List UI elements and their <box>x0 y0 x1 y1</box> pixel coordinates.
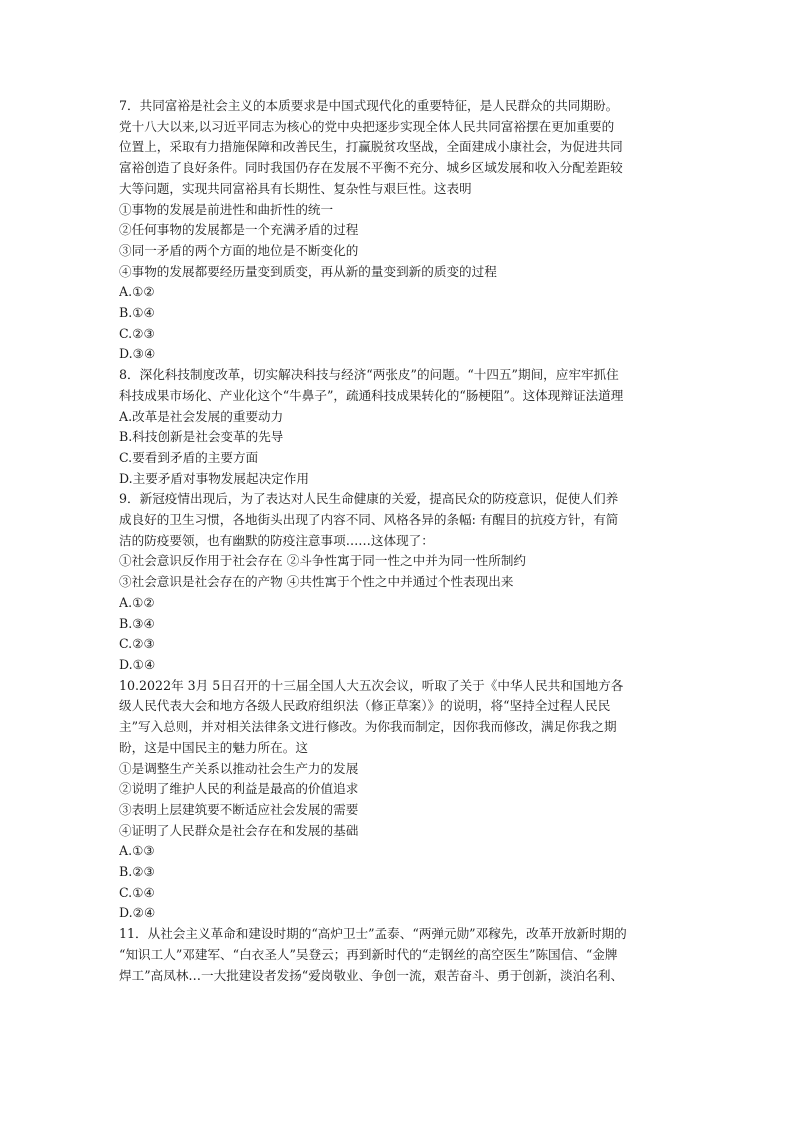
answer-option: A.①③ <box>119 843 155 859</box>
answer-option: D.②④ <box>119 905 156 921</box>
statement-item: ③表明上层建筑要不断适应社会发展的需要 <box>119 801 359 817</box>
question-stem-line: 焊工”高凤林…一大批建设者发扬“爱岗敬业、争创一流，艰苦奋斗、勇于创新，淡泊名利、 <box>119 967 624 983</box>
question-stem-line: 位置上，采取有力措施保障和改善民生，打赢脱贫攻坚战，全面建成小康社会，为促进共同 <box>119 139 623 155</box>
statement-item: ①是调整生产关系以推动社会生产力的发展 <box>119 760 359 776</box>
question-11 <box>119 924 677 986</box>
answer-option: C.①④ <box>119 884 155 900</box>
question-stem-line: 大等问题，实现共同富裕具有长期性、复杂性与艰巨性。这表明 <box>119 180 472 196</box>
statement-item: ②说明了维护人民的利益是最高的价值追求 <box>119 781 359 797</box>
statement-item: ①社会意识反作用于社会存在 ②斗争性寓于同一性之中并为同一性所制约 <box>119 553 527 569</box>
answer-option: D.①④ <box>119 656 156 672</box>
statement-item: ③社会意识是社会存在的产物 ④共性寓于个性之中并通过个性表现出来 <box>119 574 514 590</box>
answer-option: B.③④ <box>119 615 155 631</box>
question-stem-line: 科技成果市场化、产业化这个“牛鼻子”，疏通科技成果转化的“肠梗阻”。这体现辩证法道理 <box>119 387 624 403</box>
answer-option: C.②③ <box>119 325 155 341</box>
question-stem-line: 主”写入总则，并对相关法律条文进行修改。为你我而制定，因你我而修改，满足你我之期 <box>119 719 617 735</box>
question-stem-line: 洁的防疫要领，也有幽默的防疫注意事项……这体现了： <box>119 532 434 548</box>
question-stem-line: 级人民代表大会和地方各级人民政府组织法（修正草案）》的说明，将“坚持全过程人民民 <box>119 698 611 714</box>
question-stem-line: “知识工人”邓建军、“白衣圣人”吴登云；再到新时代的“走钢丝的高空医生”陈国信、“金牌 <box>119 946 618 962</box>
question-9 <box>119 489 677 675</box>
answer-option: A.①② <box>119 594 155 610</box>
question-8 <box>119 365 677 489</box>
question-stem-line: 9．新冠疫情出现后，为了表达对人民生命健康的关爱，提高民众的防疫意识，促使人们养 <box>119 491 619 507</box>
answer-option: C.要看到矛盾的主要方面 <box>119 449 259 465</box>
answer-option: B.科技创新是社会变革的先导 <box>119 429 284 445</box>
question-stem-line: 7．共同富裕是社会主义的本质要求是中国式现代化的重要特征，是人民群众的共同期盼。 <box>119 98 619 113</box>
statement-item: ①事物的发展是前进性和曲折性的统一 <box>119 201 334 217</box>
question-10 <box>119 676 677 924</box>
question-stem-line: 党十八大以来,以习近平同志为核心的党中央把逐步实现全体人民共同富裕摆在更加重要的 <box>119 118 615 134</box>
answer-option: A.①② <box>119 284 155 300</box>
question-stem-line: 盼，这是中国民主的魅力所在。这 <box>119 739 308 755</box>
answer-option: D.③④ <box>119 346 156 362</box>
answer-option: A.改革是社会发展的重要动力 <box>119 408 284 424</box>
statement-item: ④证明了人民群众是社会存在和发展的基础 <box>119 822 359 838</box>
statement-item: ④事物的发展都要经历量变到质变，再从新的量变到新的质变的过程 <box>119 263 497 279</box>
question-stem-line: 11．从社会主义革命和建设时期的“高炉卫士”孟泰、“两弹元勋”邓稼先，改革开放新时期的 <box>119 926 627 942</box>
answer-option: D.主要矛盾对事物发展起决定作用 <box>119 470 309 486</box>
question-stem-line: 富裕创造了良好条件。同时我国仍存在发展不平衡不充分、城乡区域发展和收入分配差距较 <box>119 160 623 176</box>
question-stem-line: 成良好的卫生习惯，各地街头出现了内容不同、风格各异的条幅: 有醒目的抗疫方针，有简 <box>119 512 619 528</box>
question-7 <box>119 96 677 365</box>
answer-option: B.②③ <box>119 864 155 880</box>
question-stem-line: 8．深化科技制度改革，切实解决科技与经济“两张皮”的问题。“十四五”期间，应牢牢抓住 <box>119 367 619 383</box>
statement-item: ②任何事物的发展都是一个充满矛盾的过程 <box>119 222 359 238</box>
exam-page <box>119 96 677 986</box>
question-stem-line: 10.2022年 3月 5日召开的十三届全国人大五次会议，听取了关于《中华人民共和国地方各 <box>119 677 624 693</box>
answer-option: C.②③ <box>119 636 155 652</box>
statement-item: ③同一矛盾的两个方面的地位是不断变化的 <box>119 242 359 258</box>
answer-option: B.①④ <box>119 305 155 321</box>
